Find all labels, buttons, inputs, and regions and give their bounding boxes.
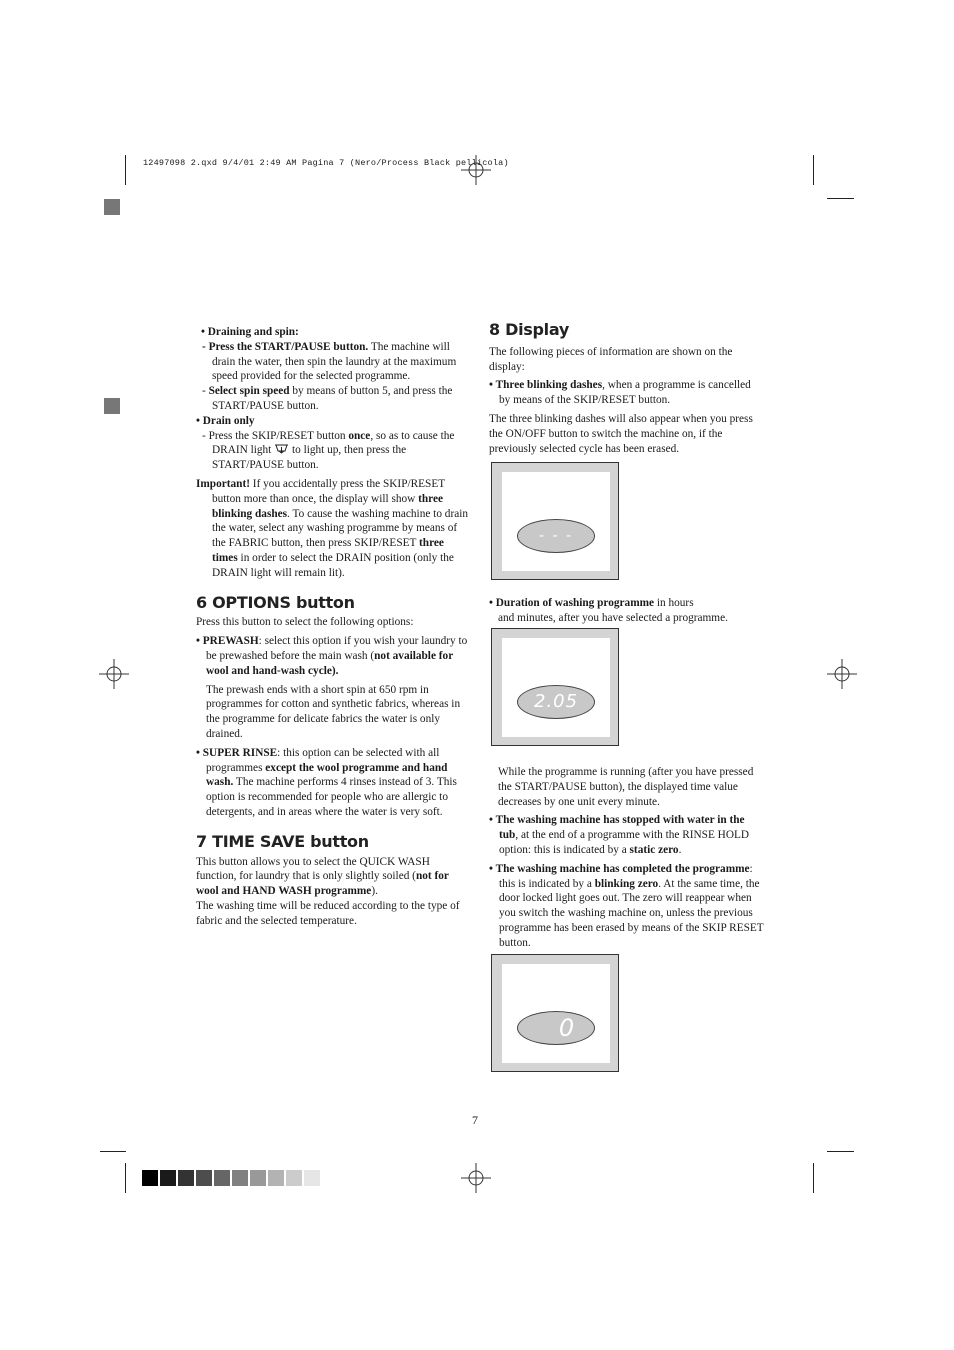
- drain-heading: • Draining and spin:: [201, 326, 299, 338]
- dashes-rest: , when a programme is cancelled by means of the SKIP/RESET button.: [499, 379, 751, 407]
- superrinse-text: [196, 746, 468, 820]
- crop-mark: [125, 155, 126, 185]
- stopped-text: [489, 813, 764, 857]
- display-panel-zero: [491, 954, 619, 1072]
- important-three-dashes: three blinking dashes: [212, 492, 444, 520]
- right-column: [489, 320, 761, 456]
- completed-b: . At the same time, the door locked light goes out. The zero will reappear when you switch the washing machine on, unless the previous programme has been erased by means of the SKIP RESET button.: [499, 877, 764, 949]
- drainonly-c: to light up, then press the START/PAUSE button.: [212, 444, 407, 472]
- dashes-label: • Three blinking dashes: [489, 379, 603, 392]
- color-swatch: [178, 1170, 194, 1186]
- display-panel-time: [491, 628, 619, 746]
- drainonly-b: , so as to cause the DRAIN light: [212, 429, 455, 457]
- duration-text: [489, 596, 761, 611]
- important-text: [196, 477, 468, 581]
- superrinse-a: : this option can be selected with all programmes: [206, 746, 440, 774]
- prewash-label: • PREWASH: [196, 635, 259, 648]
- drain-press-rest: The machine will drain the water, then spin the laundry at the maximum speed provided for the selected programme.: [212, 340, 457, 383]
- options-intro: Press this button to select the following options:: [196, 616, 414, 629]
- color-swatch: [232, 1170, 248, 1186]
- color-swatch: [196, 1170, 212, 1186]
- crop-mark: [100, 1151, 126, 1152]
- completed-a: : this is indicated by a: [499, 862, 753, 890]
- important-b: . To cause the washing machine to drain the water, select any washing programme by means of the FABRIC button, then press SKIP/RESET: [212, 507, 469, 550]
- registration-target-icon: [827, 659, 857, 689]
- stopped-a: , at the end of a programme with the RINSE HOLD option: this is indicated by a: [499, 829, 750, 856]
- options-title: 6 OPTIONS button: [196, 592, 355, 612]
- display-readout: 0: [517, 1011, 595, 1045]
- timesave-b: ).: [371, 885, 378, 898]
- drain-select-text: [196, 384, 468, 414]
- important-label: Important!: [196, 477, 250, 490]
- display-readout: - - -: [517, 519, 595, 553]
- crop-mark: [813, 155, 814, 185]
- registration-square: [104, 199, 120, 215]
- drainonly-heading: • Drain only: [196, 414, 255, 427]
- registration-square: [104, 398, 120, 414]
- important-three-times: three times: [212, 537, 444, 564]
- drainonly-text: [196, 429, 468, 473]
- completed-label: • The washing machine has completed the programme: [489, 862, 750, 875]
- registration-target-icon: [461, 1163, 491, 1193]
- drain-select-rest: by means of button 5, and press the START/PAUSE button.: [212, 385, 453, 412]
- display-panel-dashes: [491, 462, 619, 580]
- drain-press-bold: - Press the START/PAUSE button.: [202, 340, 369, 353]
- stopped-b: .: [678, 843, 682, 856]
- important-c: in order to select the DRAIN position (only the DRAIN light will remain lit).: [212, 551, 454, 579]
- drainonly-once: once: [348, 429, 371, 442]
- display-title: 8 Display: [489, 320, 569, 339]
- crop-mark: [827, 198, 854, 199]
- page-number: 7: [472, 1113, 478, 1127]
- color-swatch: [214, 1170, 230, 1186]
- timesave-bold: not for wool and HAND WASH programme: [196, 870, 449, 898]
- prewash-bold: not available for wool and hand-wash cycle).: [206, 649, 454, 677]
- drain-press-text: [196, 340, 468, 384]
- timesave-text: [196, 855, 468, 899]
- dashes-para: The three blinking dashes will also appear when you press the ON/OFF button to switch the machine on, if the previously selected cycle has been erased.: [489, 412, 753, 455]
- registration-target-icon: [461, 155, 491, 185]
- prewash-para: The prewash ends with a short spin at 650 rpm in programmes for cotton and synthetic fabrics, whereas in the programme for delicate fabrics the water is only drained.: [206, 683, 461, 740]
- crop-mark: [125, 1163, 126, 1193]
- display-intro: The following pieces of information are shown on the display:: [489, 345, 733, 373]
- superrinse-bold: except the wool programme and hand wash.: [206, 761, 448, 789]
- duration-rest: in hours: [654, 597, 694, 609]
- completed-text: [489, 862, 764, 951]
- timesave-a: This button allows you to select the QUICK WASH function, for laundry that is only slightly soiled (: [196, 855, 430, 883]
- display-readout: 2.05: [517, 685, 595, 719]
- timesave-title: 7 TIME SAVE button: [196, 831, 369, 851]
- drain-light-icon: [274, 443, 289, 454]
- color-swatch: [250, 1170, 266, 1186]
- color-swatch: [268, 1170, 284, 1186]
- color-swatch: [142, 1170, 158, 1186]
- dashes-text: [489, 378, 761, 408]
- prewash-text: [196, 634, 468, 678]
- running-block: [489, 765, 764, 951]
- color-swatch: [304, 1170, 320, 1186]
- prewash-a: : select this option if you wish your laundry to be prewashed before the main wash (: [206, 635, 468, 662]
- stopped-bold: static zero: [629, 843, 679, 856]
- printer-slug: 12497098 2.qxd 9/4/01 2:49 AM Pagina 7 (Nero/Process Black pellicola): [143, 158, 509, 168]
- crop-mark: [827, 1151, 854, 1152]
- drain-select-bold: Select spin speed: [208, 385, 290, 398]
- drain-select-dash: -: [202, 385, 209, 398]
- timesave-c: The washing time will be reduced according to the type of fabric and the selected temperature.: [196, 899, 460, 927]
- duration-label: • Duration of washing programme: [489, 597, 655, 609]
- important-a: If you accidentally press the SKIP/RESET button more than once, the display will show: [212, 477, 445, 505]
- duration-line2: and minutes, after you have selected a programme.: [498, 611, 728, 624]
- superrinse-label: • SUPER RINSE: [196, 746, 278, 759]
- stopped-label: • The washing machine has stopped with water in the tub: [489, 814, 745, 842]
- completed-bold: blinking zero: [594, 877, 659, 890]
- duration-block: [489, 596, 761, 626]
- color-swatch: [160, 1170, 176, 1186]
- left-column: [196, 325, 468, 928]
- drainonly-a: - Press the SKIP/RESET button: [202, 429, 349, 442]
- color-swatch: [286, 1170, 302, 1186]
- running-para: While the programme is running (after you have pressed the START/PAUSE button), the displayed time value decreases by one unit every minute.: [498, 766, 754, 808]
- superrinse-b: The machine performs 4 rinses instead of 3. This option is recommended for people who are allergic to detergents, and in areas where the water is very soft.: [206, 776, 457, 818]
- crop-mark: [813, 1163, 814, 1193]
- registration-target-icon: [99, 659, 129, 689]
